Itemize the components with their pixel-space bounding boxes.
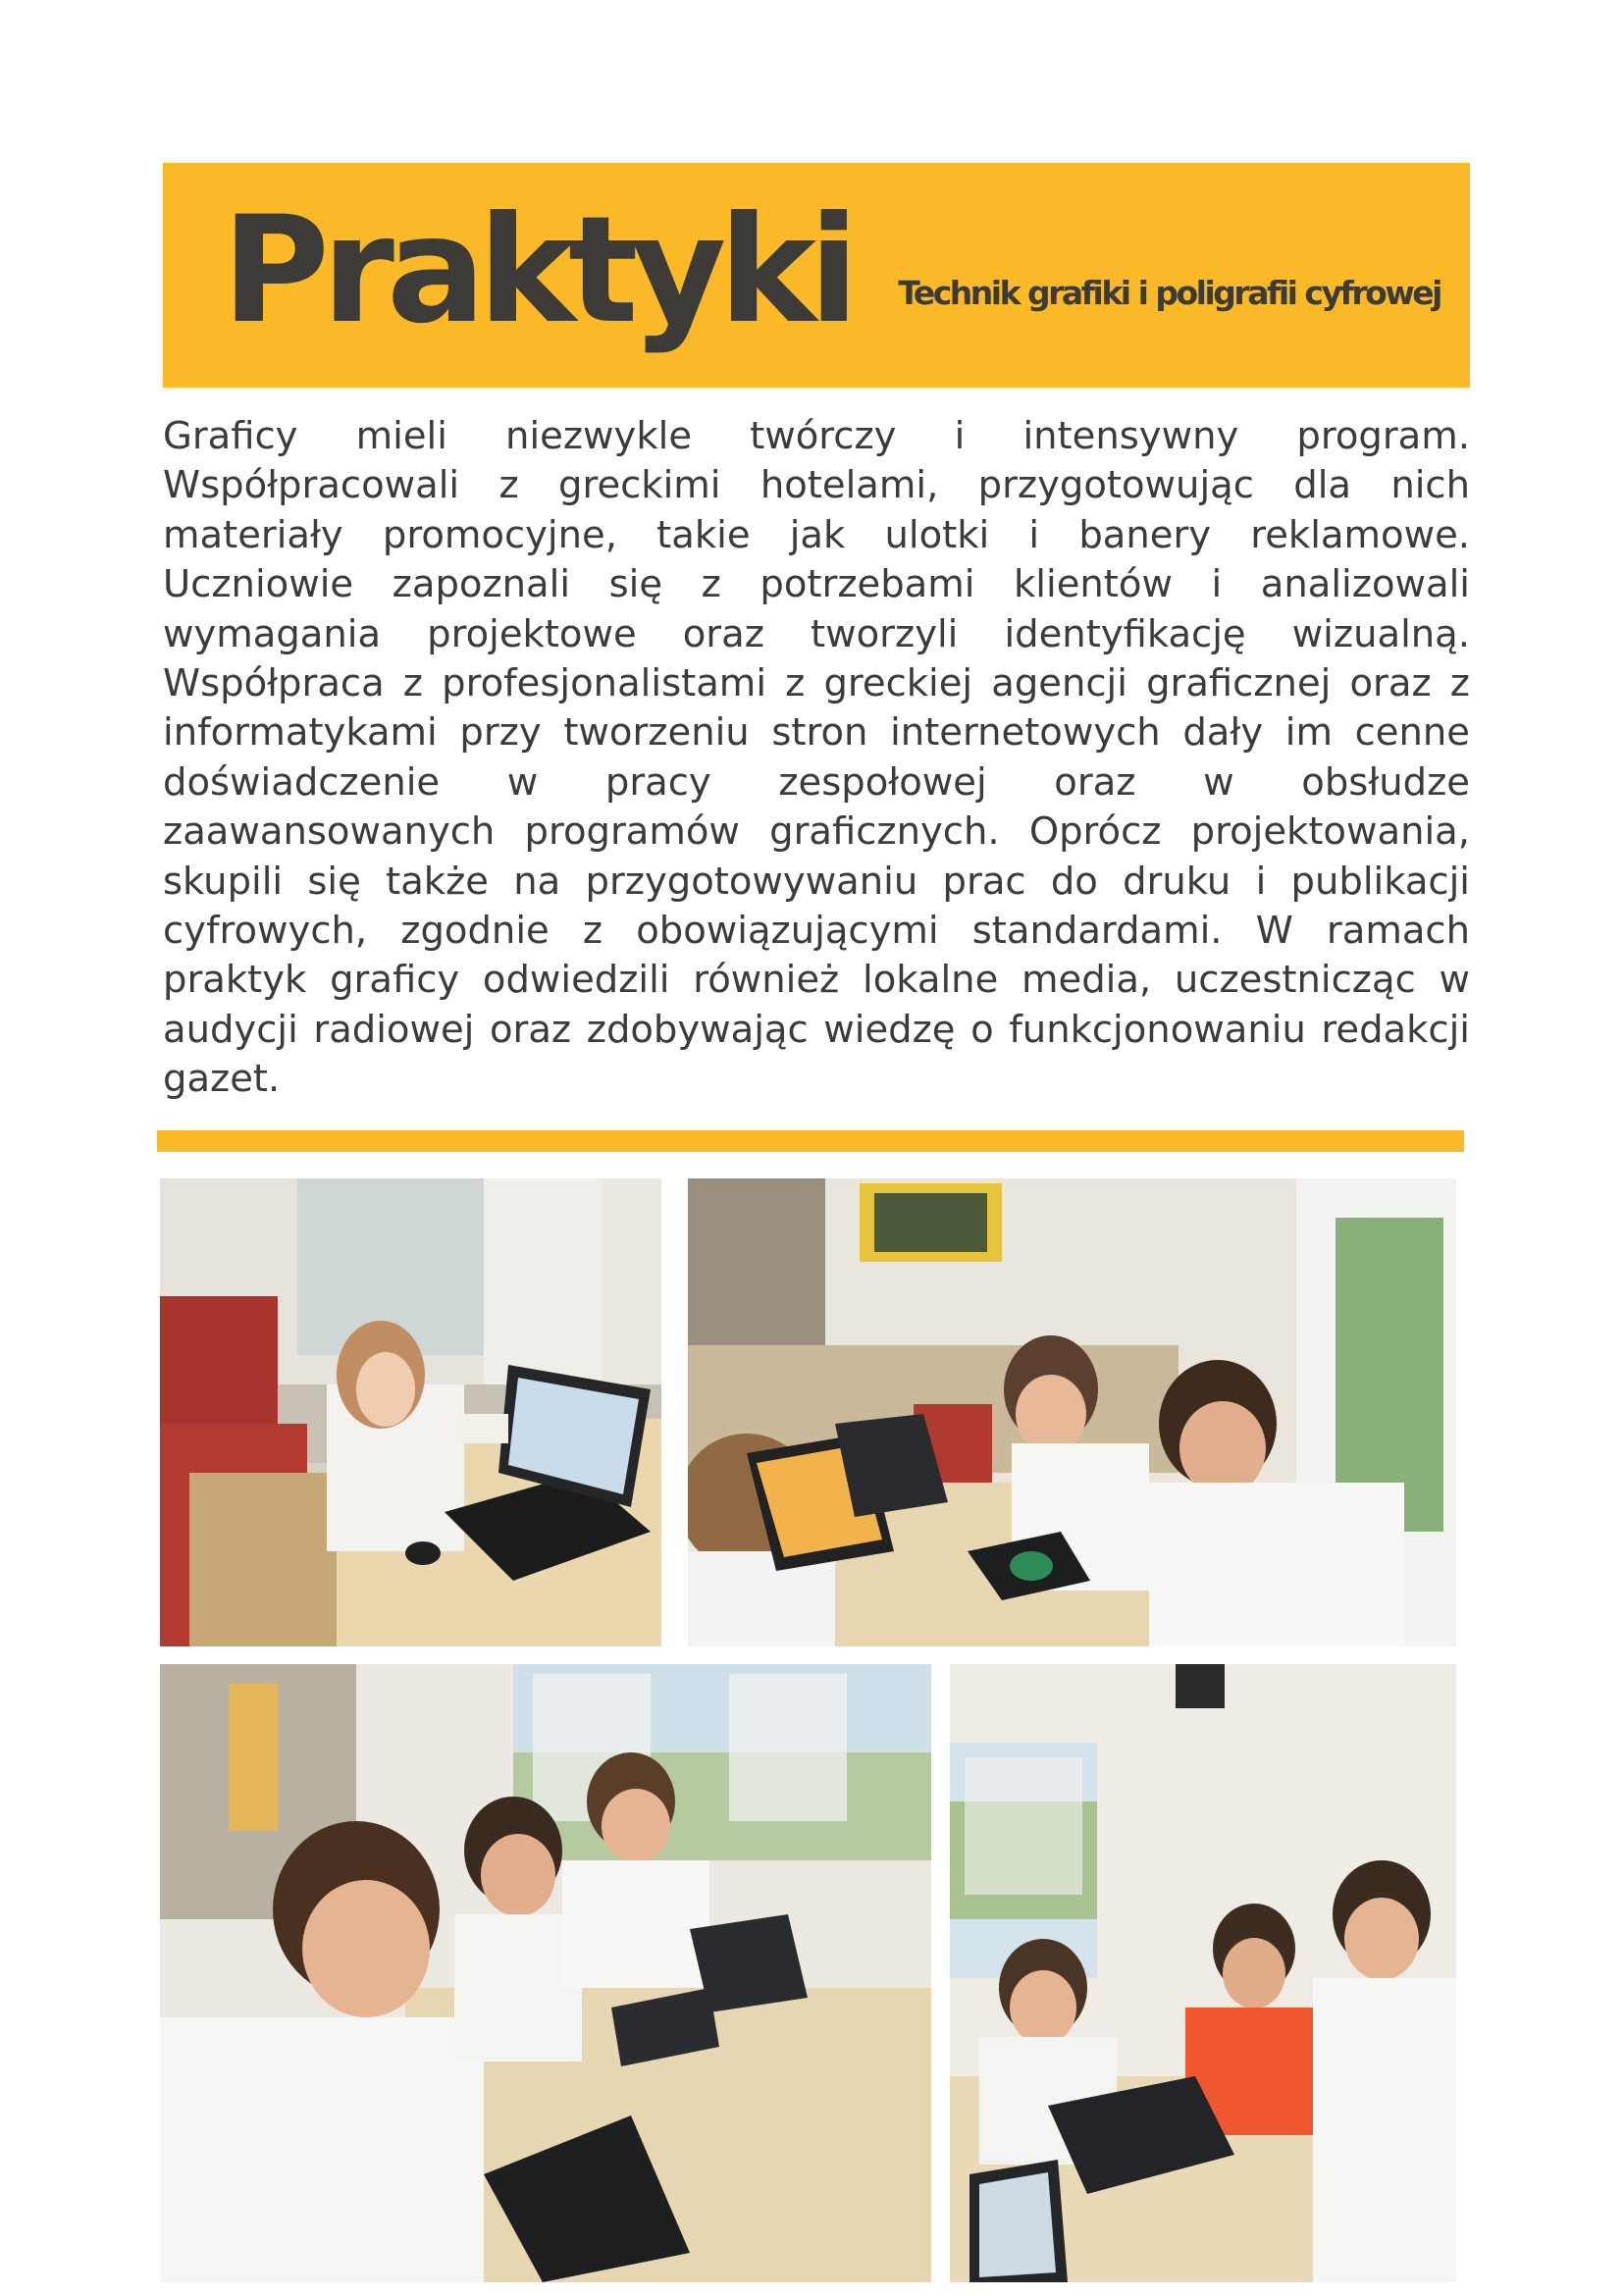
photo-group-around-laptop	[950, 1664, 1456, 2282]
body-paragraph: Graficy mieli niezwykle twórczy i intensywny program. Współpracowali z greckimi hotelami, przygotowując dla nich materiały promocyjne, takie jak ulotki i banery reklamowe. Uczniowie zapoznali się z potrzebami klientów i analizowali wymagania projektowe oraz tworzyli identyfikację wizualną. Współpraca z profesjonalistami z greckiej agencji graficznej oraz z informatykami przy tworzeniu stron internetowych dały im cenne doświadczenie w pracy zespołowej oraz w obsłudze zaawansowanych programów graficznych. Oprócz projektowania, skupili się także na przygotowywaniu prac do druku i publikacji cyfrowych, zgodnie z obowiązującymi standardami. W ramach praktyk graficy odwiedzili również lokalne media, uczestnicząc w audycji radiowej oraz zdobywając wiedzę o funkcjonowaniu redakcji gazet.	[163, 414, 1470, 1102]
photo-students-with-tablet	[688, 1178, 1456, 1646]
accent-divider	[157, 1130, 1464, 1152]
photo-boys-at-laptops	[160, 1664, 931, 2282]
page-title: Praktyki	[222, 185, 852, 356]
header-banner	[163, 163, 1470, 388]
page-subtitle: Technik grafiki i poligrafii cyfrowej	[898, 274, 1441, 312]
photo-girl-at-laptop	[160, 1178, 661, 1646]
